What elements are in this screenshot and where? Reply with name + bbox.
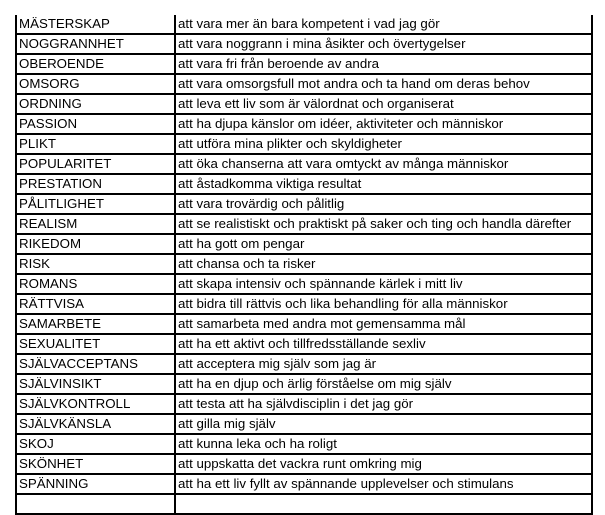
value-description: att skapa intensiv och spännande kärlek i mitt liv bbox=[175, 274, 592, 294]
table-row bbox=[16, 114, 592, 134]
value-term: POPULARITET bbox=[16, 154, 175, 174]
value-description: att leva ett liv som är välordnat och organiserat bbox=[175, 94, 592, 114]
value-description: att åstadkomma viktiga resultat bbox=[175, 174, 592, 194]
table-row bbox=[16, 374, 592, 394]
value-term: SKÖNHET bbox=[16, 454, 175, 474]
value-term: PASSION bbox=[16, 114, 175, 134]
table-row bbox=[16, 74, 592, 94]
value-term: NOGGRANNHET bbox=[16, 34, 175, 54]
value-term: PÅLITLIGHET bbox=[16, 194, 175, 214]
table-row bbox=[16, 174, 592, 194]
table-row bbox=[16, 334, 592, 354]
value-description: att ha ett liv fyllt av spännande upplevelser och stimulans bbox=[175, 474, 592, 494]
table-row bbox=[16, 354, 592, 374]
value-description: att öka chanserna att vara omtyckt av många människor bbox=[175, 154, 592, 174]
value-description: att ha ett aktivt och tillfredsställande sexliv bbox=[175, 334, 592, 354]
table-row bbox=[16, 274, 592, 294]
table-row bbox=[16, 134, 592, 154]
value-term: RIKEDOM bbox=[16, 234, 175, 254]
value-term: SJÄLVACCEPTANS bbox=[16, 354, 175, 374]
value-description: att uppskatta det vackra runt omkring mig bbox=[175, 454, 592, 474]
value-term: RISK bbox=[16, 254, 175, 274]
value-term: SAMARBETE bbox=[16, 314, 175, 334]
table-row bbox=[16, 234, 592, 254]
table-row bbox=[16, 414, 592, 434]
value-term: REALISM bbox=[16, 214, 175, 234]
value-description: att ha djupa känslor om idéer, aktiviteter och människor bbox=[175, 114, 592, 134]
table-row bbox=[16, 434, 592, 454]
value-description: att bidra till rättvis och lika behandling för alla människor bbox=[175, 294, 592, 314]
value-term: SJÄLVINSIKT bbox=[16, 374, 175, 394]
value-description: att vara mer än bara kompetent i vad jag gör bbox=[175, 15, 592, 34]
value-term: OBEROENDE bbox=[16, 54, 175, 74]
value-description: att ha gott om pengar bbox=[175, 234, 592, 254]
table-row bbox=[16, 34, 592, 54]
value-description: att acceptera mig själv som jag är bbox=[175, 354, 592, 374]
values-table bbox=[15, 15, 593, 515]
value-term: OMSORG bbox=[16, 74, 175, 94]
table-row bbox=[16, 94, 592, 114]
value-term: PLIKT bbox=[16, 134, 175, 154]
value-description: att se realistiskt och praktiskt på saker och ting och handla därefter bbox=[175, 214, 592, 234]
table-row bbox=[16, 494, 592, 514]
table-row bbox=[16, 214, 592, 234]
value-description: att chansa och ta risker bbox=[175, 254, 592, 274]
table-row bbox=[16, 474, 592, 494]
table-row bbox=[16, 314, 592, 334]
value-description: att kunna leka och ha roligt bbox=[175, 434, 592, 454]
value-description: att vara trovärdig och pålitlig bbox=[175, 194, 592, 214]
value-term: RÄTTVISA bbox=[16, 294, 175, 314]
table-row bbox=[16, 154, 592, 174]
value-term: SPÄNNING bbox=[16, 474, 175, 494]
value-term: SJÄLVKONTROLL bbox=[16, 394, 175, 414]
value-term: MÄSTERSKAP bbox=[16, 15, 175, 34]
value-description bbox=[175, 494, 592, 514]
value-description: att samarbeta med andra mot gemensamma mål bbox=[175, 314, 592, 334]
value-description: att gilla mig själv bbox=[175, 414, 592, 434]
table-row bbox=[16, 15, 592, 34]
table-row bbox=[16, 454, 592, 474]
value-term bbox=[16, 494, 175, 514]
value-description: att vara fri från beroende av andra bbox=[175, 54, 592, 74]
value-term: SEXUALITET bbox=[16, 334, 175, 354]
table-row bbox=[16, 294, 592, 314]
table-row bbox=[16, 394, 592, 414]
value-description: att utföra mina plikter och skyldigheter bbox=[175, 134, 592, 154]
value-term: SJÄLVKÄNSLA bbox=[16, 414, 175, 434]
value-term: ROMANS bbox=[16, 274, 175, 294]
table-row bbox=[16, 254, 592, 274]
value-term: SKOJ bbox=[16, 434, 175, 454]
value-term: ORDNING bbox=[16, 94, 175, 114]
value-description: att ha en djup och ärlig förståelse om mig själv bbox=[175, 374, 592, 394]
table-row bbox=[16, 54, 592, 74]
value-term: PRESTATION bbox=[16, 174, 175, 194]
table-row bbox=[16, 194, 592, 214]
value-description: att vara omsorgsfull mot andra och ta hand om deras behov bbox=[175, 74, 592, 94]
value-description: att vara noggrann i mina åsikter och övertygelser bbox=[175, 34, 592, 54]
value-description: att testa att ha självdisciplin i det jag gör bbox=[175, 394, 592, 414]
